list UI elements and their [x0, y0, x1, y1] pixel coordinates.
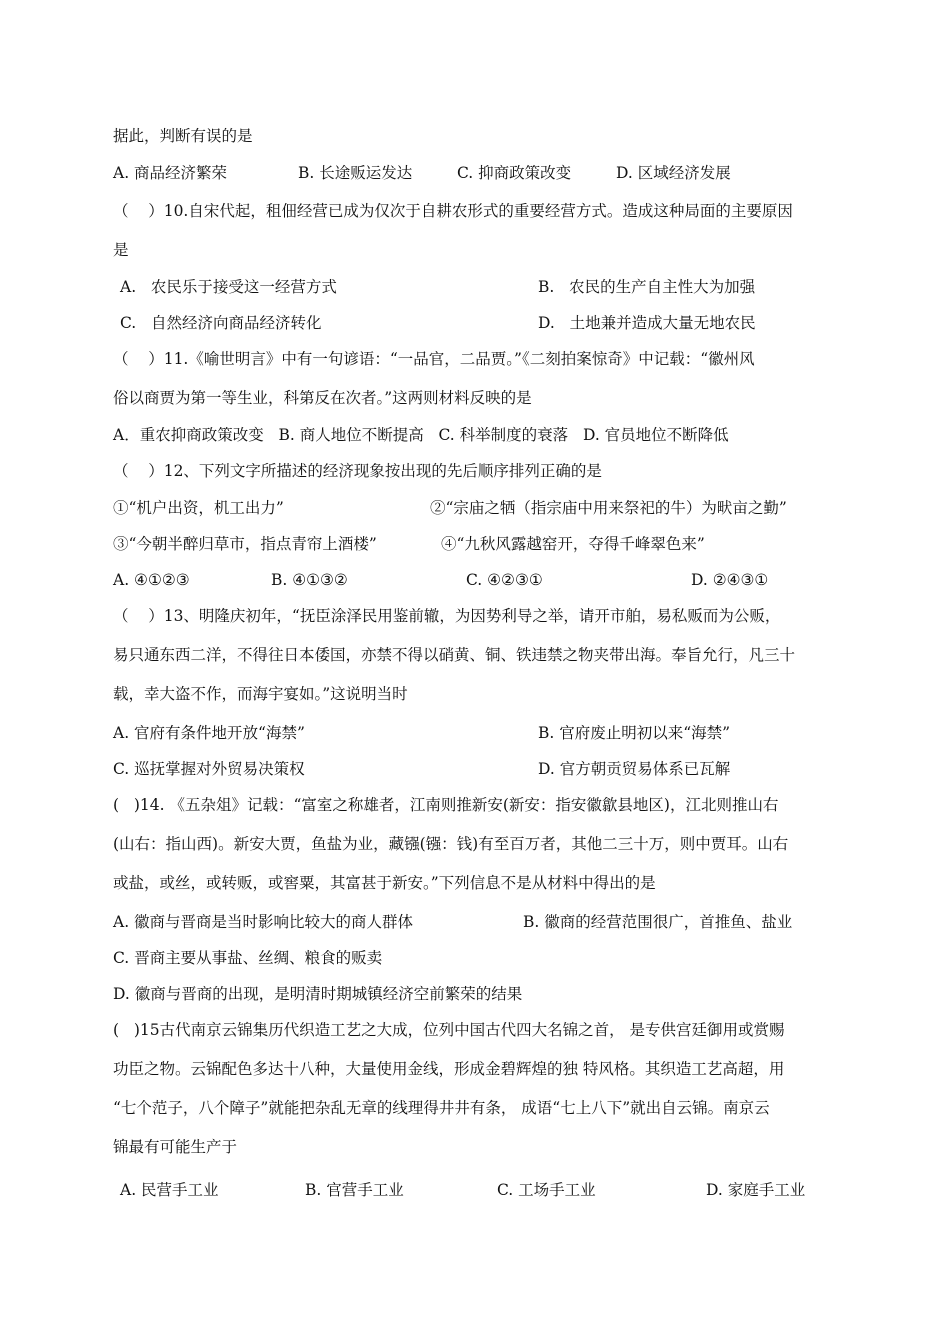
question-15-cont: “七个范子，八个障子”就能把杂乱无章的线理得井井有条， 成语“七上八下”就出自云锦。南京云 — [113, 1099, 770, 1117]
option-a: A. 农民乐于接受这一经营方式 — [120, 278, 337, 296]
option-d: D. 家庭手工业 — [706, 1181, 806, 1199]
question-12: （ ）12、下列文字所描述的经济现象按出现的先后顺序排列正确的是 — [113, 462, 602, 480]
statement-2: ②“宗庙之牺（指宗庙中用来祭祀的牛）为畎亩之勤” — [430, 499, 787, 517]
option-d: D. 土地兼并造成大量无地农民 — [538, 314, 756, 332]
option-a: A. ④①②③ — [113, 571, 190, 589]
statement-4: ④“九秋风露越窑开，夺得千峰翠色来” — [441, 535, 705, 553]
option-b: B. 官府废止明初以来“海禁” — [538, 724, 731, 742]
question-11-cont: 俗以商贾为第一等生业，科第反在次者。”这两则材料反映的是 — [113, 389, 532, 407]
text-line: 据此，判断有误的是 — [113, 127, 253, 145]
option-a: A. 官府有条件地开放“海禁” — [113, 724, 305, 742]
option-d: D. ②④③① — [691, 571, 769, 589]
option-d: D. 官方朝贡贸易体系已瓦解 — [538, 760, 731, 778]
option-a: A. 徽商与晋商是当时影响比较大的商人群体 — [113, 913, 414, 931]
question-14: ( )14. 《五杂俎》记载：“富室之称雄者，江南则推新安(新安：指安徽歙县地区)，江北则推山右 — [113, 796, 779, 814]
option-c: C. 工场手工业 — [497, 1181, 596, 1199]
question-11: （ ）11.《喻世明言》中有一句谚语：“一品官，二品贾。”《二刻拍案惊奇》中记载：“徽州风 — [113, 350, 755, 368]
option-a: A. 民营手工业 — [120, 1181, 219, 1199]
option-b: B. 徽商的经营范围很广，首推鱼、盐业 — [523, 913, 793, 931]
question-13: （ ）13、明隆庆初年，“抚臣涂泽民用鉴前辙，为因势利导之举，请开市舶，易私贩而为公贩， — [113, 607, 781, 625]
question-14-cont: (山右：指山西)。新安大贾，鱼盐为业，藏镪(镪：钱)有至百万者，其他二三十万，则中贾耳。山右 — [113, 835, 789, 853]
question-13-cont: 易只通东西二洋，不得往日本倭国，亦禁不得以硝黄、铜、铁违禁之物夹带出海。奉旨允行，凡三十 — [113, 646, 796, 664]
question-15: ( )15古代南京云锦集历代织造工艺之大成，位列中国古代四大名锦之首， 是专供宫廷御用或赏赐 — [113, 1021, 785, 1039]
option-c: C. 晋商主要从事盐、丝绸、粮食的贩卖 — [113, 949, 383, 967]
question-11-options: A．重农抑商政策改变 B. 商人地位不断提高 C. 科举制度的衰落 D. 官员地位不断降低 — [113, 426, 729, 444]
option-b: B. 官营手工业 — [305, 1181, 404, 1199]
option-a: A. 商品经济繁荣 — [113, 164, 228, 182]
option-d: D. 徽商与晋商的出现，是明清时期城镇经济空前繁荣的结果 — [113, 985, 523, 1003]
option-c: C. 巡抚掌握对外贸易决策权 — [113, 760, 305, 778]
option-c: C. 抑商政策改变 — [457, 164, 572, 182]
question-13-cont: 载，幸大盗不作，而海宇宴如。”这说明当时 — [113, 685, 408, 703]
statement-3: ③“今朝半醉归草市，指点青帘上酒楼” — [113, 535, 377, 553]
option-b: B. ④①③② — [271, 571, 348, 589]
option-b: B. 农民的生产自主性大为加强 — [538, 278, 756, 296]
question-15-cont: 锦最有可能生产于 — [113, 1138, 238, 1156]
question-10: （ ）10.自宋代起，租佃经营已成为仅次于自耕农形式的重要经营方式。造成这种局面的主要原因 — [113, 202, 793, 220]
statement-1: ①“机户出资，机工出力” — [113, 499, 284, 517]
option-b: B. 长途贩运发达 — [298, 164, 413, 182]
option-c: C. 自然经济向商品经济转化 — [120, 314, 322, 332]
option-c: C. ④②③① — [466, 571, 543, 589]
question-15-cont: 功臣之物。云锦配色多达十八种，大量使用金线，形成金碧辉煌的独 特风格。其织造工艺高超，用 — [113, 1060, 785, 1078]
option-d: D. 区域经济发展 — [616, 164, 731, 182]
question-10-cont: 是 — [113, 241, 129, 259]
question-14-cont: 或盐，或丝，或转贩，或窖粟，其富甚于新安。”下列信息不是从材料中得出的是 — [113, 874, 656, 892]
